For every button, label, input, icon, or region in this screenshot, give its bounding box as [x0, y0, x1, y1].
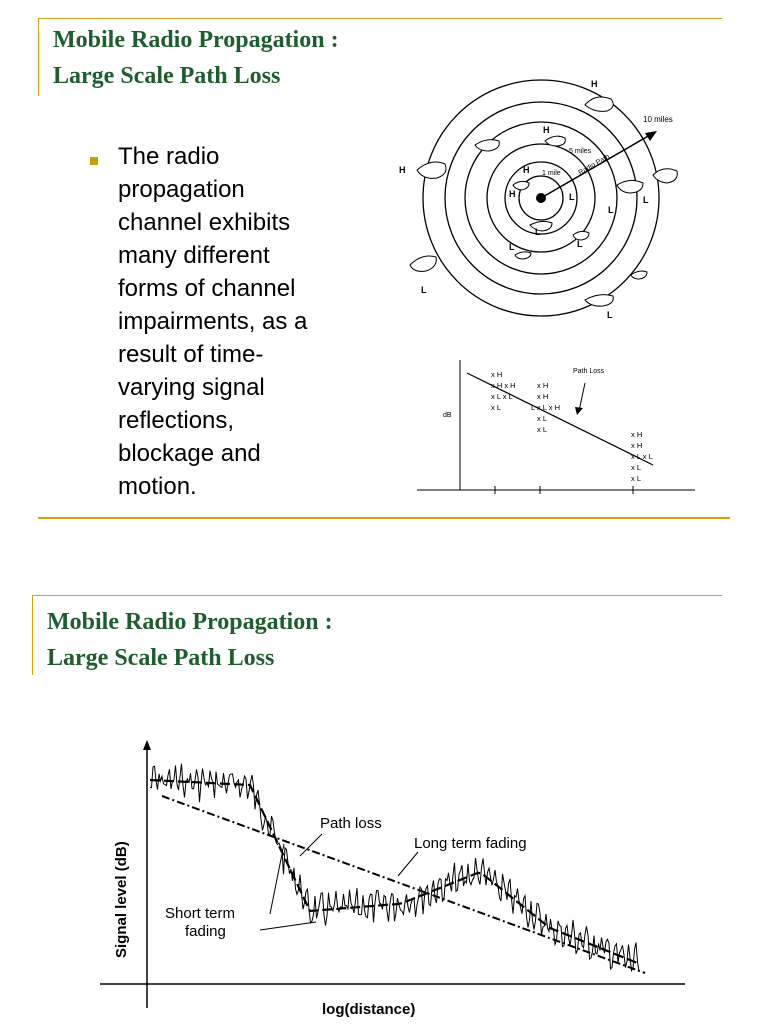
- bullet-line: varying signal: [118, 374, 265, 401]
- slide-bottom-rule: [38, 517, 730, 519]
- title-rule: [32, 595, 722, 596]
- label-10-miles: 10 miles: [643, 115, 673, 124]
- label-radio-path: Radio Path: [577, 153, 611, 177]
- x-axis-label: log(distance): [322, 1001, 416, 1018]
- slide-title: [47, 604, 333, 676]
- high-marker: H: [523, 165, 530, 175]
- bullet-line: many different: [118, 242, 270, 269]
- title-line-1: Mobile Radio Propagation :: [47, 609, 333, 635]
- path-loss-scatter-diagram: [415, 355, 697, 495]
- path-loss-line: [162, 796, 645, 973]
- annotation-arrow: [579, 383, 585, 411]
- label-5-miles: 5 miles: [569, 148, 592, 155]
- y-axis-label: Signal level (dB): [113, 841, 130, 958]
- bullet-line: reflections,: [118, 407, 235, 434]
- scatter-point: x L: [537, 414, 548, 423]
- scatter-point: x H: [631, 441, 643, 450]
- bullet-line: forms of channel: [118, 275, 296, 302]
- scatter-point: x H: [537, 392, 549, 401]
- long-term-fading-annotation: Long term fading: [414, 835, 527, 852]
- high-marker: H: [591, 79, 598, 89]
- scatter-point: x H: [491, 370, 503, 379]
- path-loss-label: Path Loss: [573, 368, 605, 375]
- db-label: dB: [443, 412, 452, 419]
- low-marker: L: [577, 239, 583, 249]
- slide-2: [0, 588, 768, 1024]
- title-side-rule: [32, 595, 33, 675]
- title-line-2: Large Scale Path Loss: [53, 63, 281, 89]
- title-side-rule: [38, 18, 39, 96]
- scatter-point: x L x L: [631, 452, 653, 461]
- slide-title: [53, 22, 339, 94]
- arrowhead-icon: [575, 407, 583, 415]
- low-marker: L: [421, 285, 427, 295]
- bullet-line: result of time-: [118, 341, 264, 368]
- low-marker: L: [535, 227, 541, 237]
- signal-trace: [150, 764, 639, 972]
- low-marker: L: [607, 310, 613, 320]
- title-line-2: Large Scale Path Loss: [47, 645, 275, 671]
- bullet-text: [118, 140, 368, 503]
- y-axis-arrow-icon: [143, 740, 151, 750]
- bullet-line: motion.: [118, 473, 197, 500]
- low-marker: L: [569, 192, 575, 202]
- low-marker: L: [643, 195, 649, 205]
- bullet-line: propagation: [118, 176, 245, 203]
- scatter-point: L x L x H: [531, 403, 561, 412]
- high-marker: H: [543, 125, 550, 135]
- bullet-line: channel exhibits: [118, 209, 291, 236]
- path-loss-annotation: Path loss: [320, 815, 382, 832]
- label-1-mile: 1 mile: [542, 170, 561, 177]
- low-marker: L: [608, 205, 614, 215]
- scatter-point: x L: [491, 403, 502, 412]
- scatter-point: x L x L: [491, 392, 513, 401]
- propagation-circle-diagram: [395, 75, 695, 325]
- high-marker: H: [509, 189, 516, 199]
- low-marker: L: [509, 242, 515, 252]
- scatter-point: x H: [537, 381, 549, 390]
- signal-level-chart: [100, 738, 700, 1022]
- high-marker: H: [399, 165, 406, 175]
- scatter-point: x H: [631, 430, 643, 439]
- title-rule: [38, 18, 722, 19]
- scatter-point: x L: [537, 425, 548, 434]
- bullet-line: impairments, as a: [118, 308, 308, 335]
- scatter-point: x L: [631, 463, 642, 472]
- title-line-1: Mobile Radio Propagation :: [53, 27, 339, 53]
- scatter-point: x L: [631, 474, 642, 483]
- short-term-fading-annotation: Short term fading: [165, 905, 236, 940]
- bullet-line: The radio: [118, 143, 220, 170]
- bullet-square-icon: [90, 157, 98, 165]
- bullet-line: blockage and: [118, 440, 261, 467]
- scatter-point: x H x H: [491, 381, 516, 390]
